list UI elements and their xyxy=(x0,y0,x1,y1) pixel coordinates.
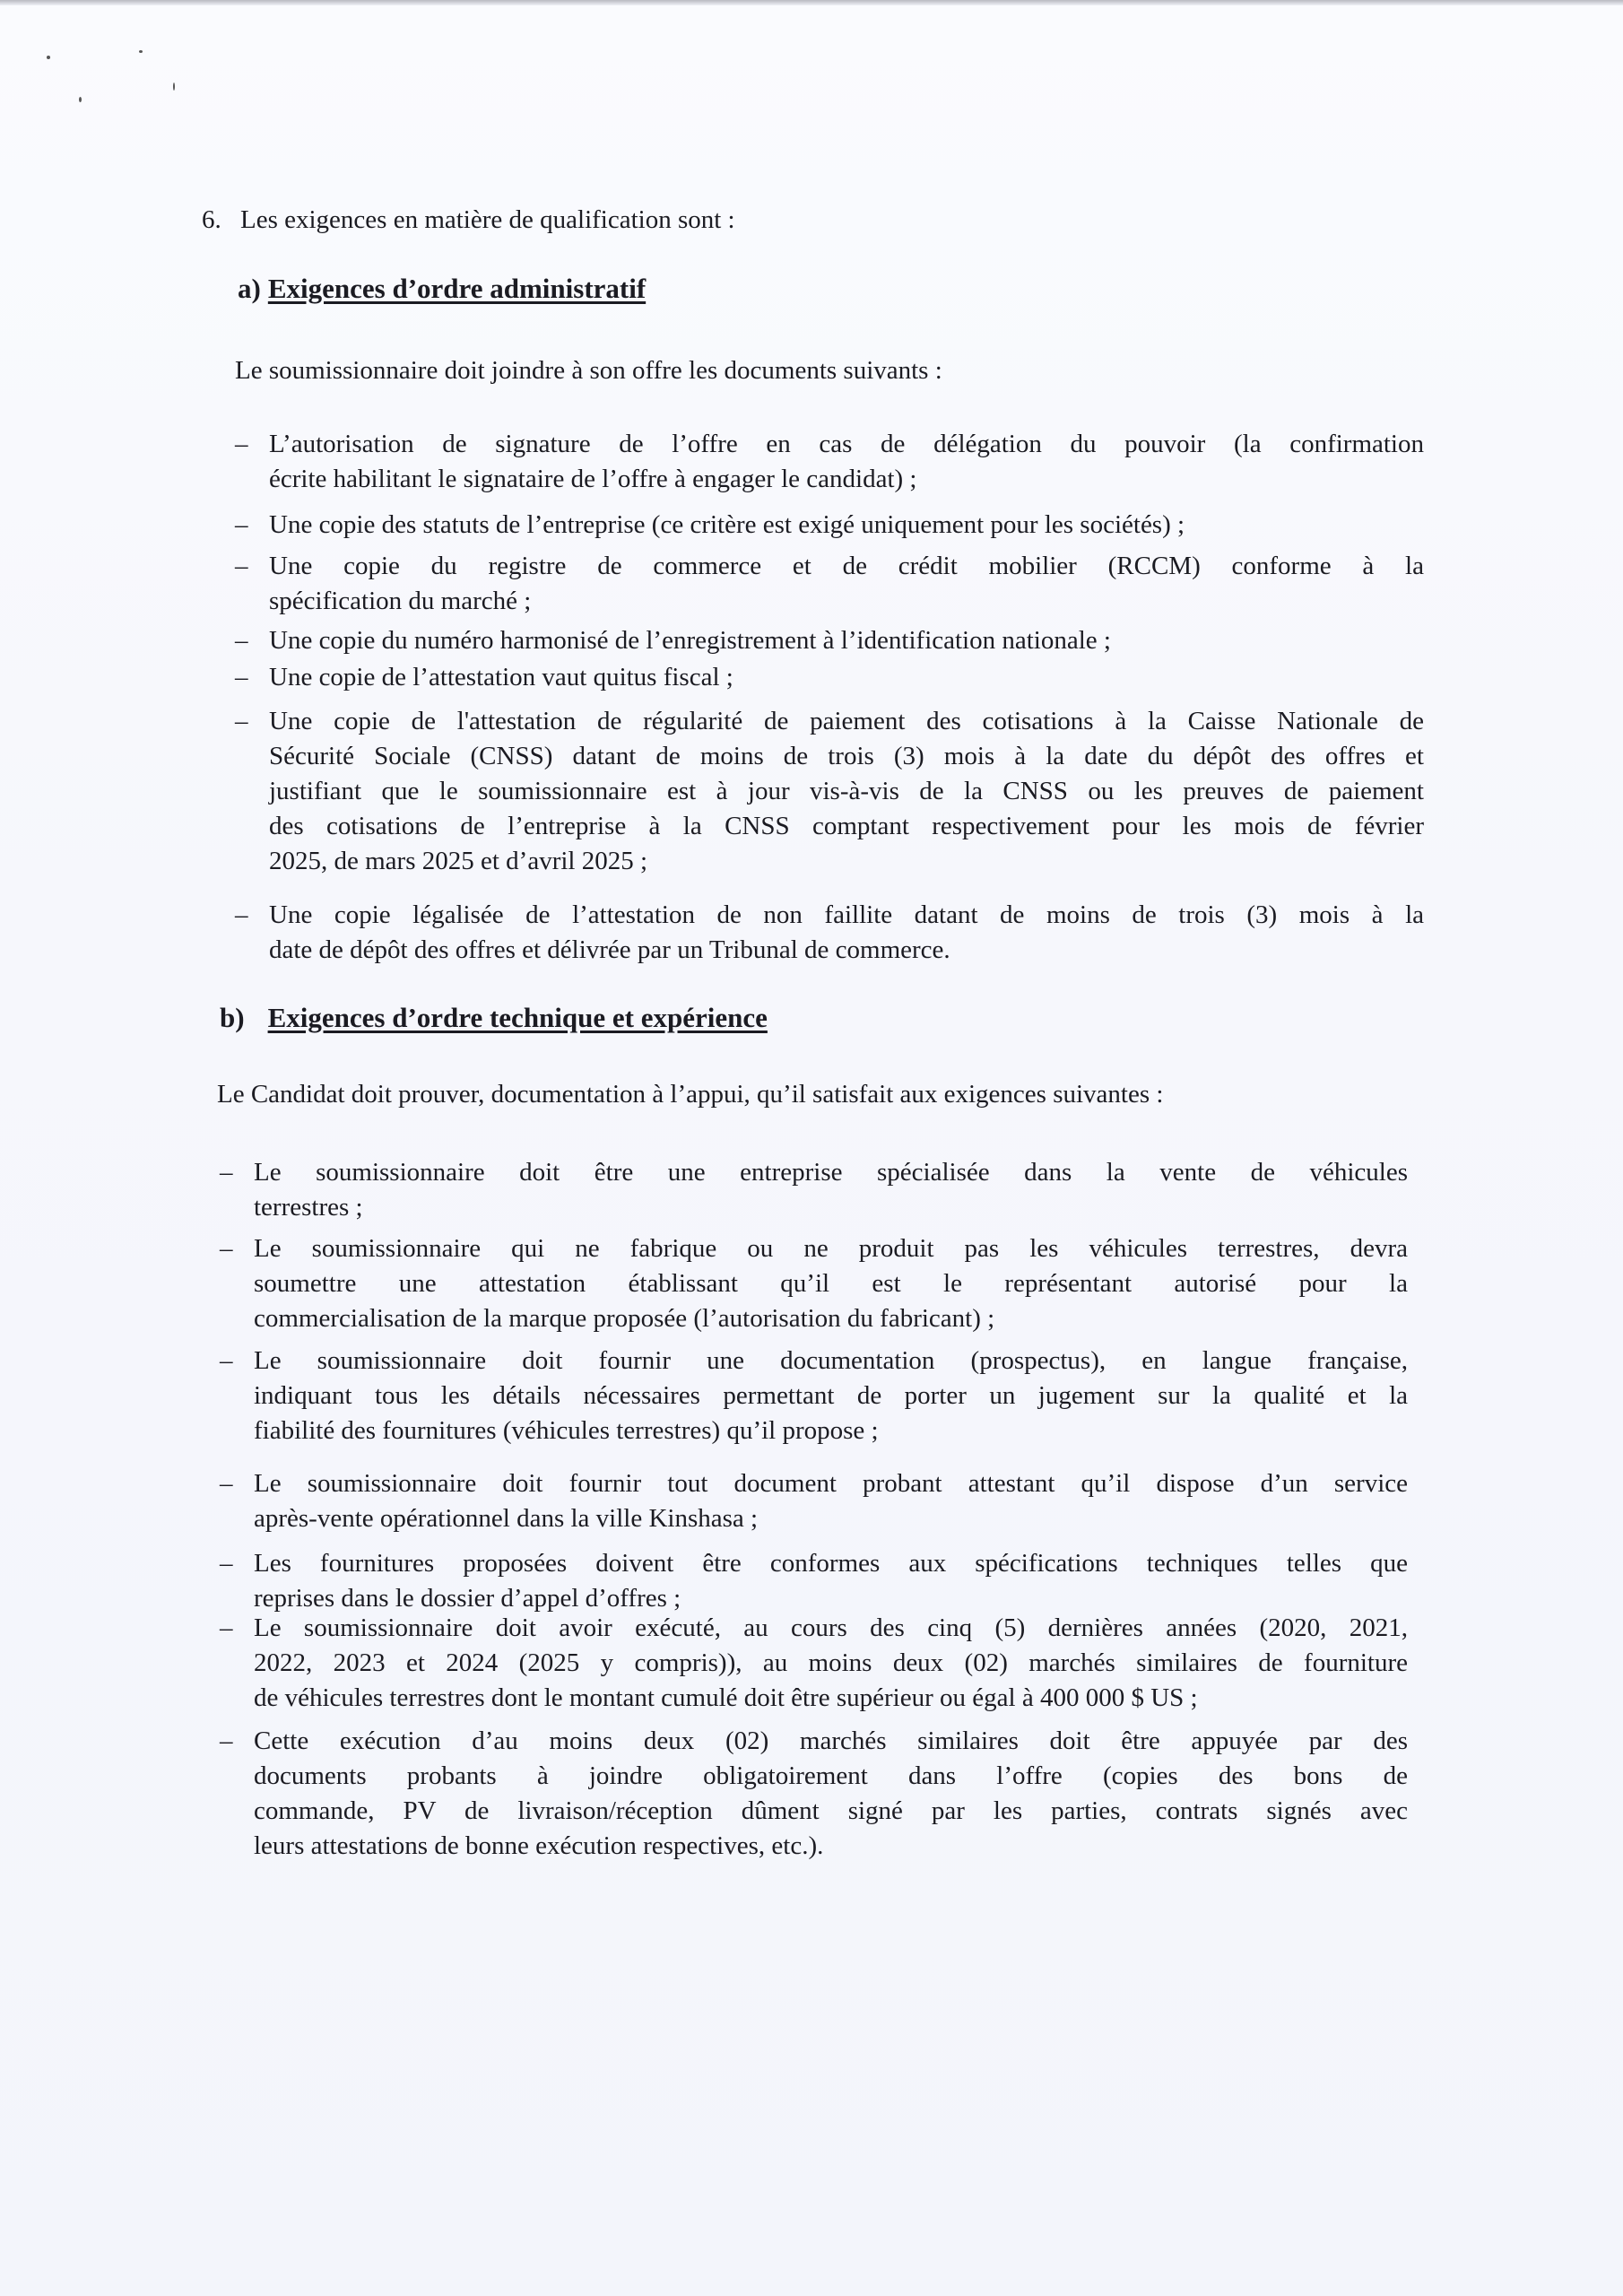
list-item-line: spécification du marché ; xyxy=(269,587,532,615)
list-item-line: des cotisations de l’entreprise à la CNSS comptant respectivement pour les mois de février xyxy=(269,812,1424,840)
dash-bullet-icon: – xyxy=(235,510,248,539)
dash-bullet-icon: – xyxy=(220,1234,233,1263)
heading-title: Exigences d’ordre administratif xyxy=(267,273,647,304)
dash-bullet-icon: – xyxy=(220,1613,233,1642)
list-item-line: indiquant tous les détails nécessaires permettant de porter un jugement sur la qualité et la xyxy=(254,1381,1408,1410)
list-item-line: 2022, 2023 et 2024 (2025 y compris)), au moins deux (02) marchés similaires de fourniture xyxy=(254,1648,1408,1677)
scan-speck xyxy=(47,56,50,59)
list-item-line: 2025, de mars 2025 et d’avril 2025 ; xyxy=(269,847,648,875)
list-item-line: commercialisation de la marque proposée (l’autorisation du fabricant) ; xyxy=(254,1304,995,1333)
list-item-line: après-vente opérationnel dans la ville Kinshasa ; xyxy=(254,1504,759,1533)
list-item-line: de véhicules terrestres dont le montant cumulé doit être supérieur ou égal à 400 000 $ US ; xyxy=(254,1683,1198,1712)
list-item-line: écrite habilitant le signataire de l’offre à engager le candidat) ; xyxy=(269,465,917,493)
list-item-line: reprises dans le dossier d’appel d’offres ; xyxy=(254,1584,681,1613)
list-item-line: Le soumissionnaire doit être une entreprise spécialisée dans la vente de véhicules xyxy=(254,1158,1408,1187)
dash-bullet-icon: – xyxy=(220,1549,233,1578)
list-item-line: Une copie des statuts de l’entreprise (ce critère est exigé uniquement pour les sociétés) ; xyxy=(269,510,1185,539)
list-item-line: leurs attestations de bonne exécution respectives, etc.). xyxy=(254,1831,824,1860)
dash-bullet-icon: – xyxy=(220,1726,233,1755)
list-item-line: Les fournitures proposées doivent être conformes aux spécifications techniques telles que xyxy=(254,1549,1408,1578)
list-item-line: date de dépôt des offres et délivrée par un Tribunal de commerce. xyxy=(269,935,950,964)
list-item-line: Une copie du registre de commerce et de crédit mobilier (RCCM) conforme à la xyxy=(269,552,1424,580)
list-item-line: commande, PV de livraison/réception dûment signé par les parties, contrats signés avec xyxy=(254,1796,1408,1825)
dash-bullet-icon: – xyxy=(235,552,248,580)
list-item-line: Cette exécution d’au moins deux (02) marchés similaires doit être appuyée par des xyxy=(254,1726,1408,1755)
admin-lead-text: Le soumissionnaire doit joindre à son offre les documents suivants : xyxy=(235,356,942,385)
scan-speck xyxy=(139,50,143,53)
dash-bullet-icon: – xyxy=(220,1158,233,1187)
list-item-line: Une copie de l'attestation de régularité de paiement des cotisations à la Caisse Nationale de xyxy=(269,707,1424,735)
list-item-line: Le soumissionnaire doit avoir exécuté, au cours des cinq (5) dernières années (2020, 2021, xyxy=(254,1613,1408,1642)
list-item-line: Le soumissionnaire qui ne fabrique ou ne produit pas les véhicules terrestres, devra xyxy=(254,1234,1408,1263)
heading-title: Exigences d’ordre technique et expérience xyxy=(267,1002,768,1033)
dash-bullet-icon: – xyxy=(235,430,248,458)
dash-bullet-icon: – xyxy=(235,626,248,655)
heading-administrative xyxy=(238,271,646,307)
list-item-line: soumettre une attestation établissant qu’il est le représentant autorisé pour la xyxy=(254,1269,1408,1298)
dash-bullet-icon: – xyxy=(235,900,248,929)
dash-bullet-icon: – xyxy=(235,707,248,735)
heading-technical xyxy=(220,1000,768,1036)
dash-bullet-icon: – xyxy=(220,1469,233,1498)
list-item-line: Une copie du numéro harmonisé de l’enregistrement à l’identification nationale ; xyxy=(269,626,1111,655)
list-item-line: Sécurité Sociale (CNSS) datant de moins de trois (3) mois à la date du dépôt des offres et xyxy=(269,742,1424,770)
list-item-line: justifiant que le soumissionnaire est à jour vis-à-vis de la CNSS ou les preuves de paiement xyxy=(269,777,1424,805)
heading-label: a) xyxy=(238,273,261,304)
list-item-line: Une copie de l’attestation vaut quitus fiscal ; xyxy=(269,663,733,691)
section-number: 6. xyxy=(202,205,221,234)
section-intro: Les exigences en matière de qualification sont : xyxy=(240,205,735,234)
list-item-line: Le soumissionnaire doit fournir une documentation (prospectus), en langue française, xyxy=(254,1346,1408,1375)
dash-bullet-icon: – xyxy=(235,663,248,691)
list-item-line: documents probants à joindre obligatoirement dans l’offre (copies des bons de xyxy=(254,1761,1408,1790)
technical-lead-text: Le Candidat doit prouver, documentation à l’appui, qu’il satisfait aux exigences suivantes : xyxy=(217,1080,1164,1109)
heading-label: b) xyxy=(220,1002,245,1033)
list-item-line: L’autorisation de signature de l’offre en cas de délégation du pouvoir (la confirmation xyxy=(269,430,1424,458)
scan-top-edge xyxy=(0,0,1623,5)
list-item-line: terrestres ; xyxy=(254,1193,363,1222)
dash-bullet-icon: – xyxy=(220,1346,233,1375)
scan-speck xyxy=(173,83,175,91)
list-item-line: Le soumissionnaire doit fournir tout document probant attestant qu’il dispose d’un service xyxy=(254,1469,1408,1498)
scan-speck xyxy=(79,97,82,102)
list-item-line: Une copie légalisée de l’attestation de non faillite datant de moins de trois (3) mois à la xyxy=(269,900,1424,929)
list-item-line: fiabilité des fournitures (véhicules terrestres) qu’il propose ; xyxy=(254,1416,879,1445)
